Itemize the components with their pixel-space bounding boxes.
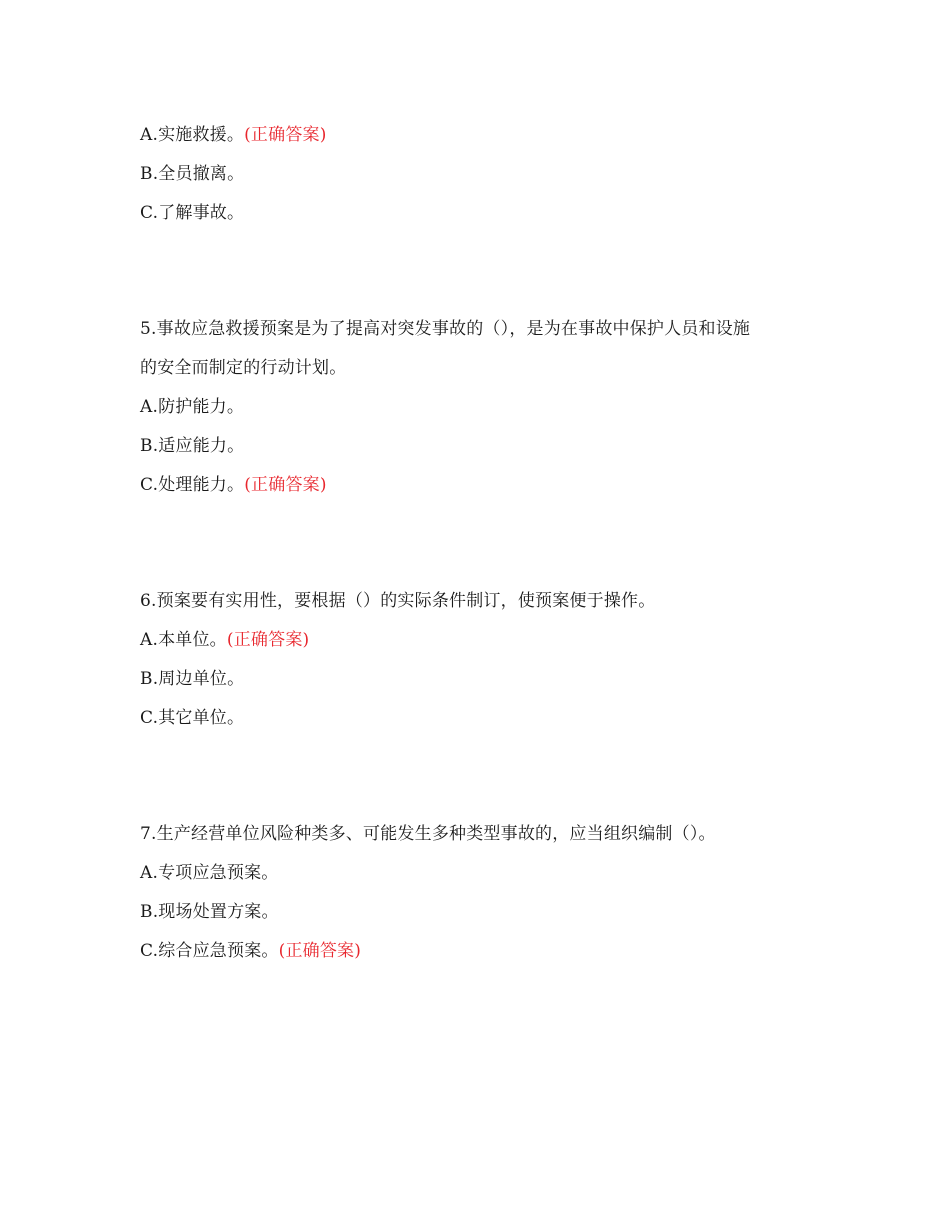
q5-stem-line-2 (140, 357, 346, 379)
q5-option-c (140, 474, 327, 496)
option-text: A.实施救援。 (140, 125, 245, 145)
option-text: B.现场处置方案。 (140, 902, 279, 922)
correct-answer-tag: (正确答案) (226, 630, 310, 650)
question-stem: 的安全而制定的行动计划。 (140, 358, 347, 378)
q7-stem-line-1 (140, 823, 716, 845)
option-text: C.综合应急预案。 (140, 941, 279, 961)
q6-option-c (140, 707, 244, 729)
q7-option-c (140, 940, 361, 962)
correct-answer-tag: (正确答案) (244, 125, 327, 145)
option-text: C.了解事故。 (140, 203, 245, 223)
question-stem: 6.预案要有实用性，要根据（）的实际条件制订，使预案便于操作。 (140, 591, 656, 611)
correct-answer-tag: (正确答案) (244, 475, 327, 495)
option-text: A.本单位。 (140, 630, 227, 650)
q6-stem-line-1 (140, 590, 655, 612)
option-text: C.处理能力。 (140, 475, 245, 495)
option-text: A.专项应急预案。 (140, 863, 279, 883)
q4-option-a (140, 124, 327, 146)
option-text: C.其它单位。 (140, 708, 245, 728)
q5-option-a (140, 396, 244, 418)
question-stem: 7.生产经营单位风险种类多、可能发生多种类型事故的，应当组织编制（）。 (140, 824, 716, 844)
option-text: B.全员撤离。 (140, 164, 245, 184)
option-text: B.周边单位。 (140, 669, 245, 689)
q5-stem-line-1 (140, 318, 750, 340)
q7-option-a (140, 862, 278, 884)
q6-option-a (140, 629, 309, 651)
q7-option-b (140, 901, 279, 923)
q6-option-b (140, 668, 244, 690)
option-text: B.适应能力。 (140, 436, 245, 456)
question-stem: 5.事故应急救援预案是为了提高对突发事故的（），是为在事故中保护人员和设施 (140, 319, 751, 339)
q5-option-b (140, 435, 244, 457)
option-text: A.防护能力。 (140, 397, 245, 417)
q4-option-b (140, 163, 244, 185)
correct-answer-tag: (正确答案) (278, 941, 362, 961)
q4-option-c (140, 202, 244, 224)
